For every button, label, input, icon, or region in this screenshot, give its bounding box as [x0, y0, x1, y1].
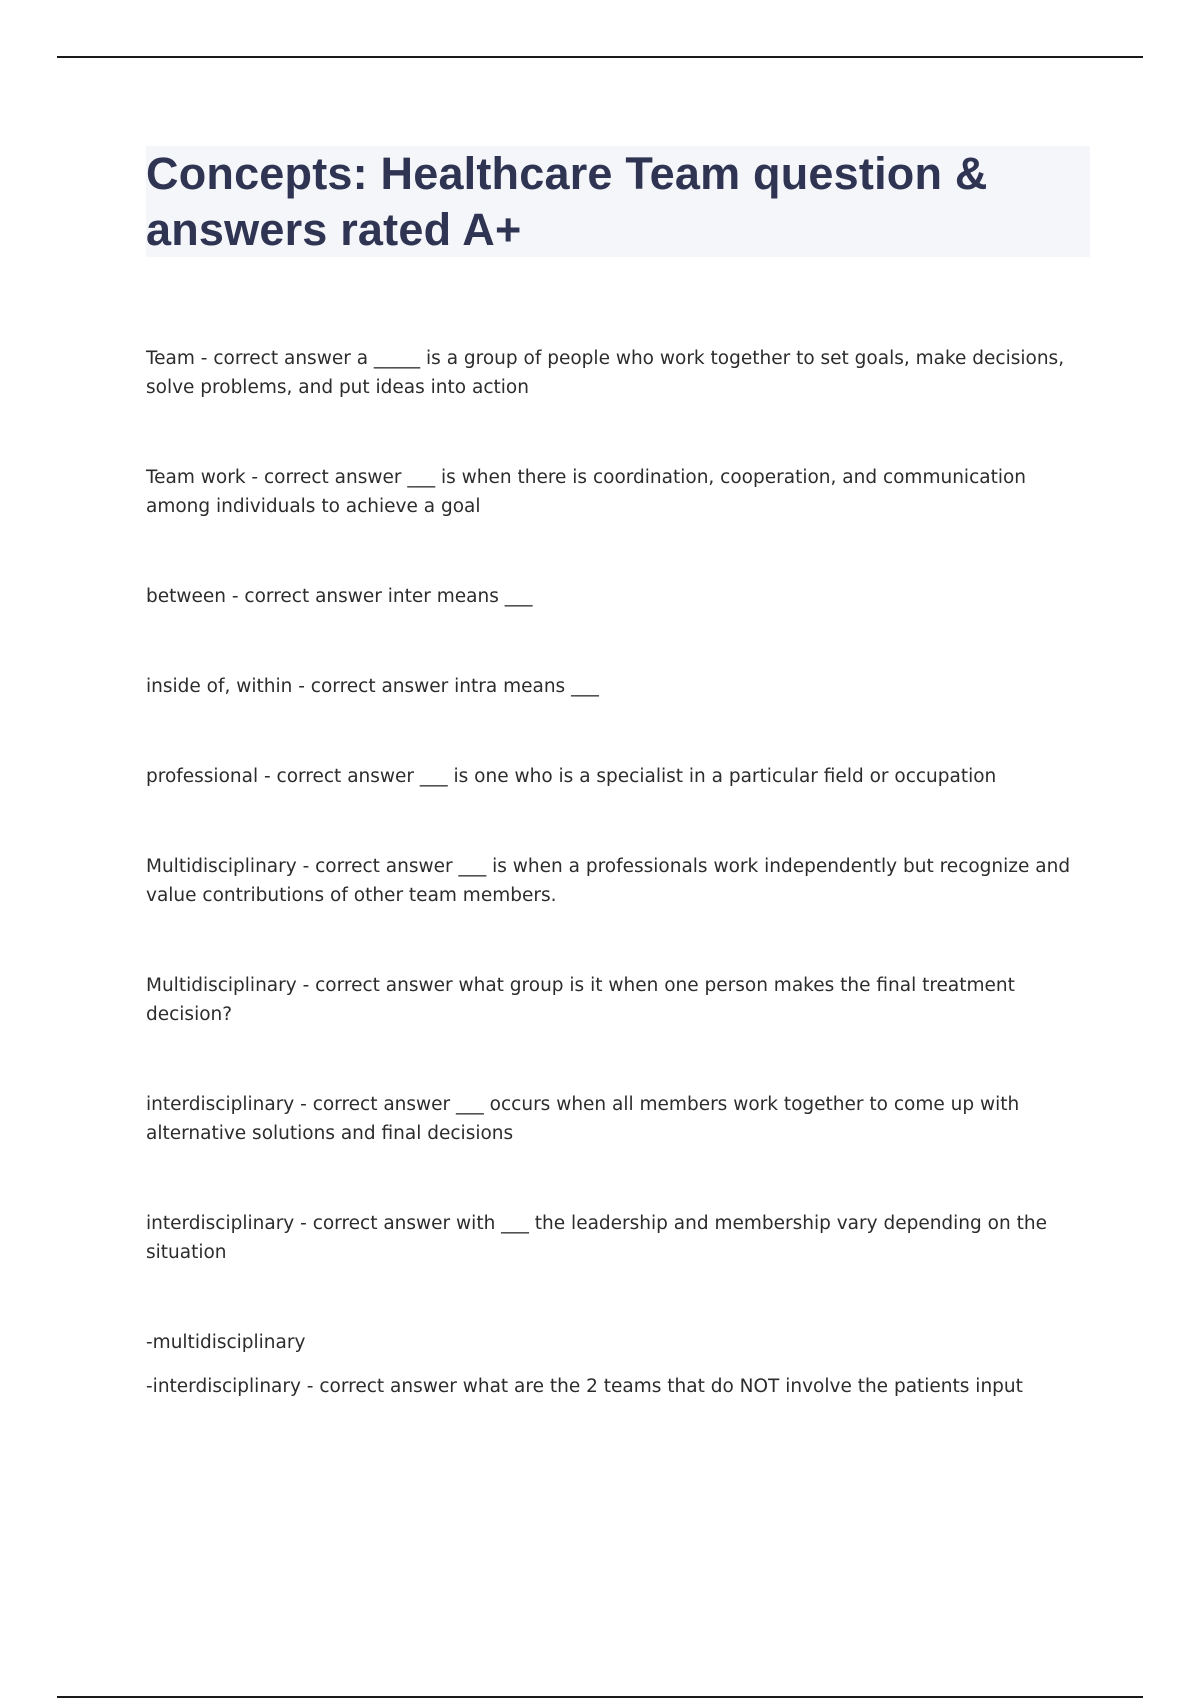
- qa-item-interdisciplinary-1: interdisciplinary - correct answer ___ occurs when all members work together to come up with alternative solutions and final decisions: [146, 1094, 1020, 1144]
- qa-item-multidisciplinary-1: Multidisciplinary - correct answer ___ is when a professionals work independently but recognize and value contributions of other team members.: [146, 856, 1071, 906]
- qa-item-multidisciplinary-2: Multidisciplinary - correct answer what group is it when one person makes the final treatment decision?: [146, 975, 1015, 1025]
- qa-item-between: between - correct answer inter means ___: [146, 586, 533, 607]
- bottom-divider: [57, 1696, 1143, 1698]
- qa-item-multidisciplinary-list: -multidisciplinary: [146, 1332, 306, 1353]
- qa-item-inside-of: inside of, within - correct answer intra means ___: [146, 676, 599, 697]
- top-divider: [57, 56, 1143, 58]
- title-banner: [146, 146, 1090, 257]
- qa-item-professional: professional - correct answer ___ is one who is a specialist in a particular field or occupation: [146, 766, 997, 787]
- qa-item-interdisciplinary-list: -interdisciplinary - correct answer what are the 2 teams that do NOT involve the patients input: [146, 1376, 1023, 1397]
- qa-item-team-work: Team work - correct answer ___ is when there is coordination, cooperation, and communication among individuals to achieve a goal: [146, 467, 1027, 517]
- qa-item-interdisciplinary-2: interdisciplinary - correct answer with ___ the leadership and membership vary depending on the situation: [146, 1213, 1047, 1263]
- document-title: Concepts: Healthcare Team question & answers rated A+: [146, 148, 988, 255]
- qa-list: [146, 344, 1090, 1401]
- qa-item-team: Team - correct answer a _____ is a group of people who work together to set goals, make decisions, solve problems, and put ideas into action: [146, 348, 1065, 398]
